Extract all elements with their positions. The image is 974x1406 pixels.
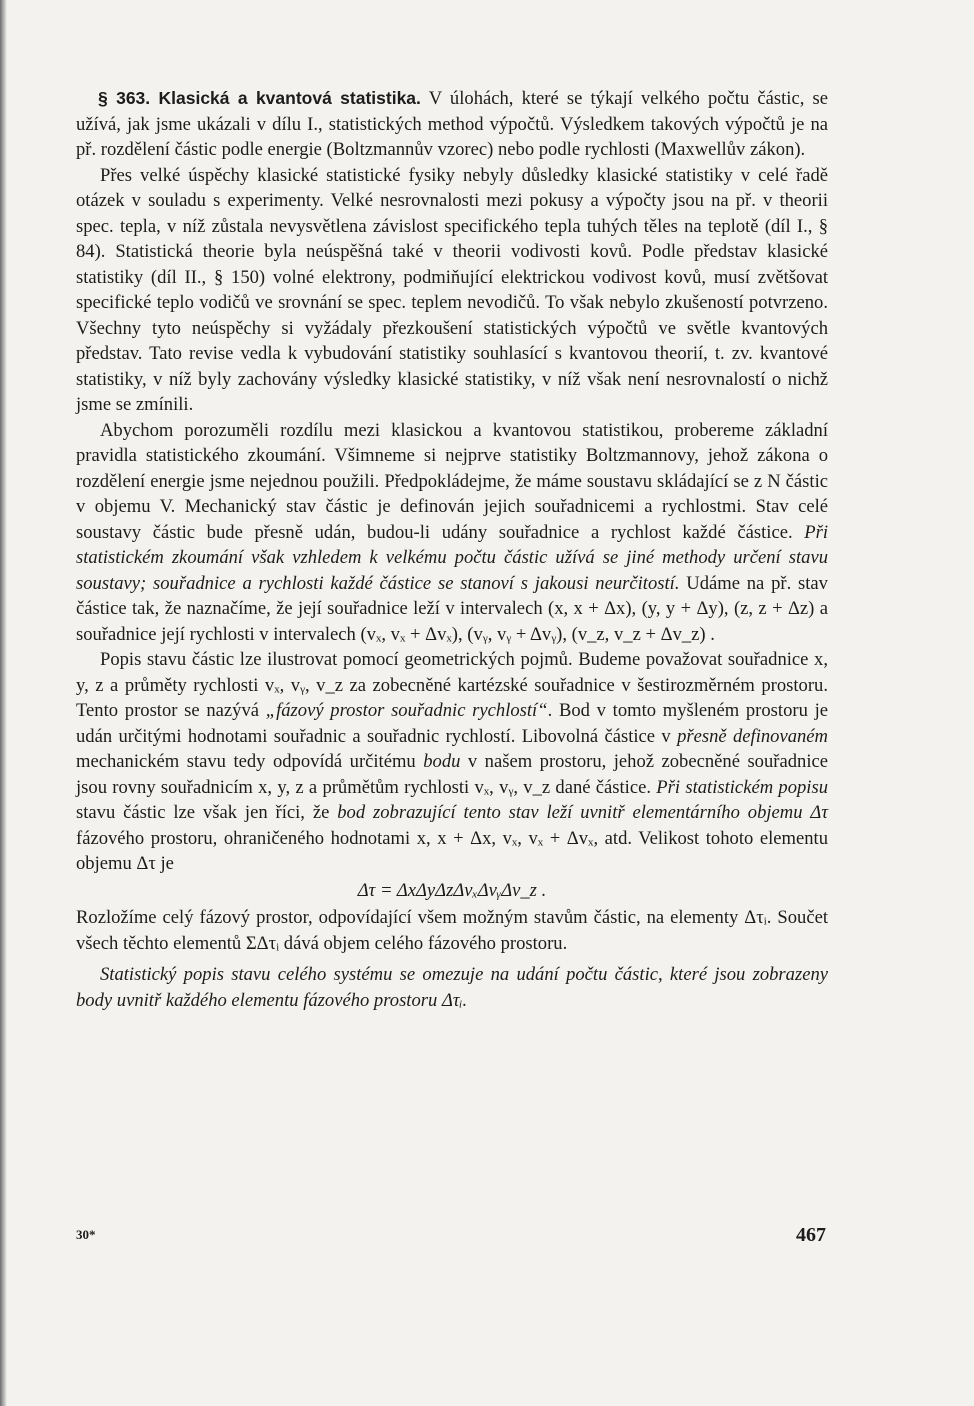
paragraph-4-part-k: fázového prostoru, ohraničeného hodnotami x, x + Δx, vₓ, vₓ + Δvₓ, atd. Velikost tohoto elementu objemu Δτ je — [76, 827, 828, 874]
page-number: 467 — [796, 1224, 826, 1246]
paragraph-6 — [76, 962, 828, 1013]
phase-space-term: „fázový prostor souřadnic rychlostí“ — [265, 700, 548, 721]
paragraph-4-part-e: mechanickém stavu tedy odpovídá určitému — [76, 751, 424, 772]
section-heading: § 363. Klasická a kvantová statistika. — [98, 88, 421, 108]
paragraph-2: Přes velké úspěchy klasické statistické fysiky nebyly důsledky klasické statistiky v celé řadě otázek v souladu s experimenty. Velké nesrovnalosti mezi pokusy a výpočty jsou na př. v theorii spec. tepla, v níž zůstala nevysvětlena závislost specifického tepla tuhých těles na teplotě (díl I., § 84). Statistická theorie byla neúspěšná také v theorii vodivosti kovů. Podle představ klasické statistiky (díl II., § 150) volné elektrony, podmiňující elektrickou vodivost kovů, musí zvětšovat specifické teplo vodičů ve srovnání se spec. teplem nevodičů. To však nebylo zkušeností potvrzeno. Všechny tyto neúspěchy si vyžádaly přezkoušení statistických výpočtů ve světle kvantových představ. Tato revise vedla k vybudování statistiky souhlasící s kvantovou theorií, t. zv. kvantové statistiky, v níž byly zachovány výsledky klasické statistiky, v níž však není nesrovnalostí o nichž jsme se zmínili. — [76, 164, 828, 415]
scan-edge — [0, 0, 7, 1406]
paragraph-4-part-i: stavu částic lze však jen říci, že — [76, 802, 338, 823]
paragraph-6-text: Statistický popis stavu celého systému se omezuje na udání počtu částic, které jsou zobrazeny body uvnitř každého elementu fázového prostoru Δτᵢ. — [76, 964, 828, 1011]
paragraph-4-emphasis-element: bod zobrazující tento stav leží uvnitř elementárního objemu Δτ — [337, 802, 828, 823]
paragraph-3 — [76, 418, 828, 648]
paragraph-5: Rozložíme celý fázový prostor, odpovídající všem možným stavům částic, na elementy Δτᵢ. Součet všech těchto elementů ΣΔτᵢ dává objem celého fázového prostoru. — [76, 907, 828, 954]
paragraph-1 — [76, 86, 828, 163]
paragraph-4-part-a: Popis stavu částic lze ilustrovat pomocí geometrických pojmů. Budeme považovat souřadnice x, y, z a průměty rychlosti vₓ, vᵧ, v_z za zobecněné kartézské souřadnice v šestirozměrném prostoru. Tento prostor se nazývá — [76, 649, 828, 721]
paragraph-4-part-g: v našem prostoru, jehož zobecněné souřadnice jsou rovny souřadnicím x, y, z a průmětům rychlosti vₓ, vᵧ, v_z dané částice. — [76, 751, 828, 798]
paragraph-4 — [76, 647, 828, 877]
paragraph-3-emphasis: Při statistickém zkoumání však vzhledem k velkému počtu částic užívá se jiné methody určení stavu soustavy; souřadnice a rychlosti každé částice se stanoví s jakousi neurčitostí. — [76, 521, 828, 594]
paragraph-4-part-c: . Bod v tomto myšleném prostoru je udán určitými hodnotami souřadnic a souřadnic rychlostí. Libovolná částice v — [76, 700, 828, 747]
paragraph-4-emphasis-defined: přesně definovaném — [677, 725, 828, 747]
paragraph-1-text: V úlohách, které se týkají velkého počtu částic, se užívá, jak jsme ukázali v dílu I., statistických method výpočtů. Výsledkem takových výpočtů je na př. rozdělení částic podle energie (Boltzmannův vzorec) nebo podle rychlosti (Maxwellův zákon). — [76, 88, 828, 160]
page-body — [76, 86, 828, 1013]
paragraph-4-emphasis-point: bodu — [423, 751, 461, 772]
paragraph-4-emphasis-statistical: Při statistickém popisu — [656, 776, 828, 798]
paragraph-3-part-c: Udáme na př. stav částice tak, že naznačíme, že její souřadnice leží v intervalech (x, x + Δx), (y, y + Δy), (z, z + Δz) a souřadnice její rychlosti v intervalech (vₓ, vₓ + Δvₓ), (vᵧ, vᵧ + Δvᵧ), (v_z, v_z + Δv_z) . — [76, 572, 828, 645]
paragraph-3-part-a: Abychom porozuměli rozdílu mezi klasickou a kvantovou statistikou, probereme základní pravidla statistického zkoumání. Všimneme si nejprve statistiky Boltzmannovy, jehož zákona o rozdělení energie jsme nejednou použili. Předpokládejme, že máme soustavu skládající se z N částic v objemu V. Mechanický stav částic je definován jejich souřadnicemi a rychlostmi. Stav celé soustavy částic bude přesně udán, budou-li udány souřadnice a rychlost každé částice. — [76, 419, 828, 543]
signature-mark: 30* — [76, 1227, 96, 1242]
volume-element-formula: Δτ = ΔxΔyΔzΔvₓΔvᵧΔv_z . — [357, 879, 547, 901]
